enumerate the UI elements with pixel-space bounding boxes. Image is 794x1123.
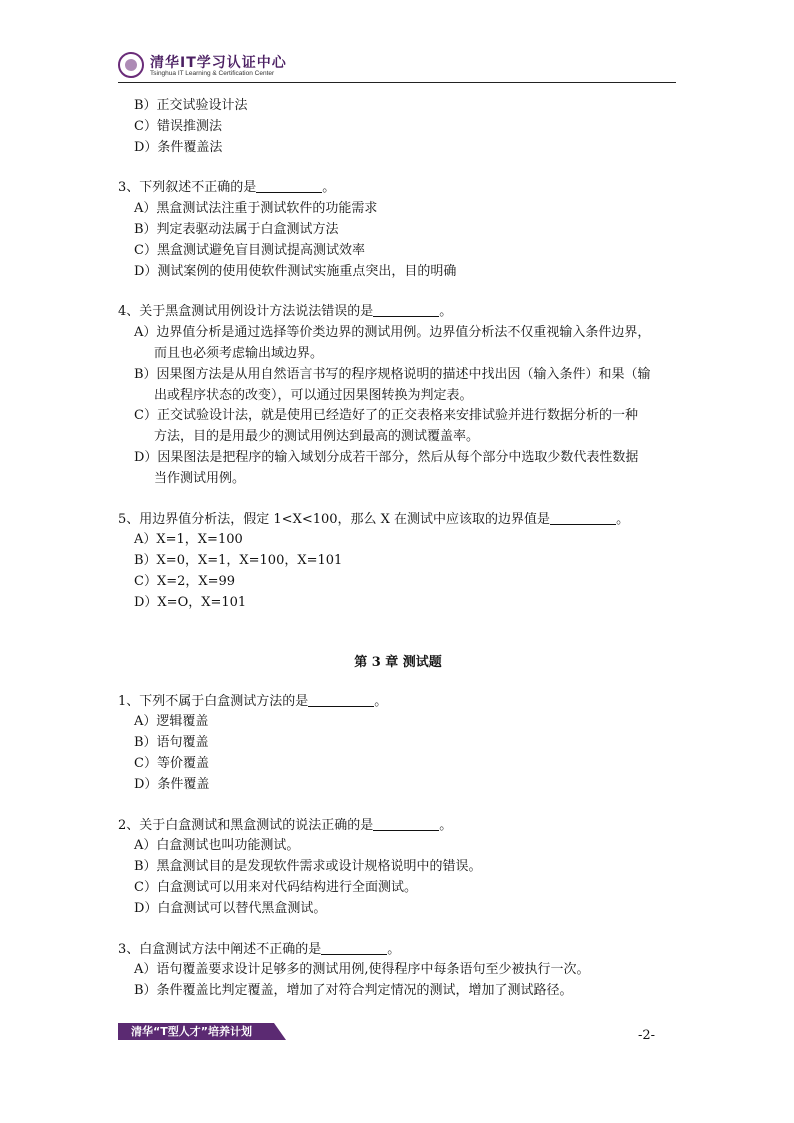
footer-banner (118, 1023, 286, 1040)
question-stem (118, 940, 678, 961)
answer-option-continuation: 而且也必须考虑输出域边界。 (154, 345, 324, 361)
answer-option-continuation: 方法，目的是用最少的测试用例达到最高的测试覆盖率。 (154, 429, 480, 445)
answer-option: A）X=1，X=100 (134, 532, 243, 548)
answer-option: B）语句覆盖 (134, 735, 209, 751)
answer-option: C）X=2，X=99 (134, 573, 236, 589)
answer-option: A）边界值分析是通过选择等价类边界的测试用例。边界值分析法不仅重视输入条件边界， (134, 325, 651, 341)
answer-option: D）X=O，X=101 (134, 594, 247, 610)
answer-blank (308, 692, 374, 707)
answer-option: B）因果图方法是从用自然语言书写的程序规格说明的描述中找出因（输入条件）和果（输 (134, 366, 651, 382)
footer-banner-text: 清华“T型人才”培养计划 (131, 1025, 252, 1038)
answer-option: B）正交试验设计法 (134, 98, 248, 113)
question-text: 2、关于白盒测试和黑盒测试的说法正确的是 (118, 817, 374, 833)
answer-option: C）黑盒测试避免盲目测试提高测试效率 (134, 242, 365, 258)
answer-option: A）黑盒测试法注重于测试软件的功能需求 (134, 201, 378, 217)
question-stem (118, 510, 678, 531)
question-text: 5、用边界值分析法，假定 1<X<100，那么 X 在测试中应该取的边界值是 (118, 511, 551, 527)
question-end-punctuation: 。 (439, 817, 453, 833)
answer-option: A）白盒测试也叫功能测试。 (134, 838, 300, 854)
header-divider (118, 82, 676, 83)
question-end-punctuation: 。 (616, 511, 630, 527)
answer-option: D）条件覆盖 (134, 776, 210, 792)
answer-option: D）条件覆盖法 (134, 139, 223, 155)
paragraph-spacer (118, 920, 678, 940)
answer-option: B）黑盒测试目的是发现软件需求或设计规格说明中的错误。 (134, 859, 482, 875)
paragraph-spacer (118, 282, 678, 302)
answer-option: A）语句覆盖要求设计足够多的测试用例,使得程序中每条语句至少被执行一次。 (134, 962, 590, 978)
question-stem (118, 302, 678, 323)
answer-option: B）X=0，X=1，X=100，X=101 (134, 553, 343, 569)
question-end-punctuation: 。 (439, 304, 453, 320)
paragraph-spacer (118, 614, 678, 651)
header-logo-subtitle: Tsinghua IT Learning & Certification Center (150, 70, 275, 77)
question-stem (118, 816, 678, 837)
paragraph-spacer (118, 490, 678, 510)
paragraph-spacer (118, 796, 678, 816)
answer-option-continuation: 当作测试用例。 (154, 470, 246, 486)
question-stem (118, 692, 678, 713)
answer-blank (256, 178, 322, 193)
question-end-punctuation: 。 (322, 180, 336, 196)
answer-option: B）判定表驱动法属于白盒测试方法 (134, 221, 339, 237)
answer-option: B）条件覆盖比判定覆盖，增加了对符合判定情况的测试，增加了测试路径。 (134, 983, 573, 999)
answer-option: A）逻辑覆盖 (134, 714, 209, 730)
question-end-punctuation: 。 (374, 693, 388, 709)
answer-blank (550, 510, 616, 525)
question-text: 3、白盒测试方法中阐述不正确的是 (118, 941, 322, 957)
page-number: -2- (638, 1028, 656, 1043)
answer-blank (373, 302, 439, 317)
question-text: 1、下列不属于白盒测试方法的是 (118, 693, 309, 709)
answer-option: C）等价覆盖 (134, 755, 209, 771)
answer-blank (321, 940, 387, 955)
question-text: 4、关于黑盒测试用例设计方法说法错误的是 (118, 304, 374, 320)
question-end-punctuation: 。 (387, 941, 401, 957)
answer-option: D）白盒测试可以替代黑盒测试。 (134, 900, 327, 916)
answer-option: C）错误推测法 (134, 118, 222, 134)
answer-option-continuation: 出或程序状态的改变），可以通过因果图转换为判定表。 (154, 387, 473, 403)
answer-option: D）测试案例的使用使软件测试实施重点突出，目的明确 (134, 263, 457, 279)
document-body (118, 96, 678, 1002)
page-header (118, 52, 678, 84)
header-logo-title: 清华IT学习认证中心 (150, 55, 287, 71)
university-seal-icon (118, 52, 144, 78)
answer-option: C）正交试验设计法，就是使用已经造好了的正交表格来安排试验并进行数据分析的一种 (134, 408, 638, 424)
answer-blank (373, 816, 439, 831)
paragraph-spacer (118, 158, 678, 178)
question-text: 3、下列叙述不正确的是 (118, 180, 257, 196)
chapter-heading: 第 3 章 测试题 (354, 654, 442, 670)
answer-option: C）白盒测试可以用来对代码结构进行全面测试。 (134, 879, 417, 895)
answer-option: D）因果图法是把程序的输入域划分成若干部分，然后从每个部分中选取少数代表性数据 (134, 449, 639, 465)
question-stem (118, 178, 678, 199)
